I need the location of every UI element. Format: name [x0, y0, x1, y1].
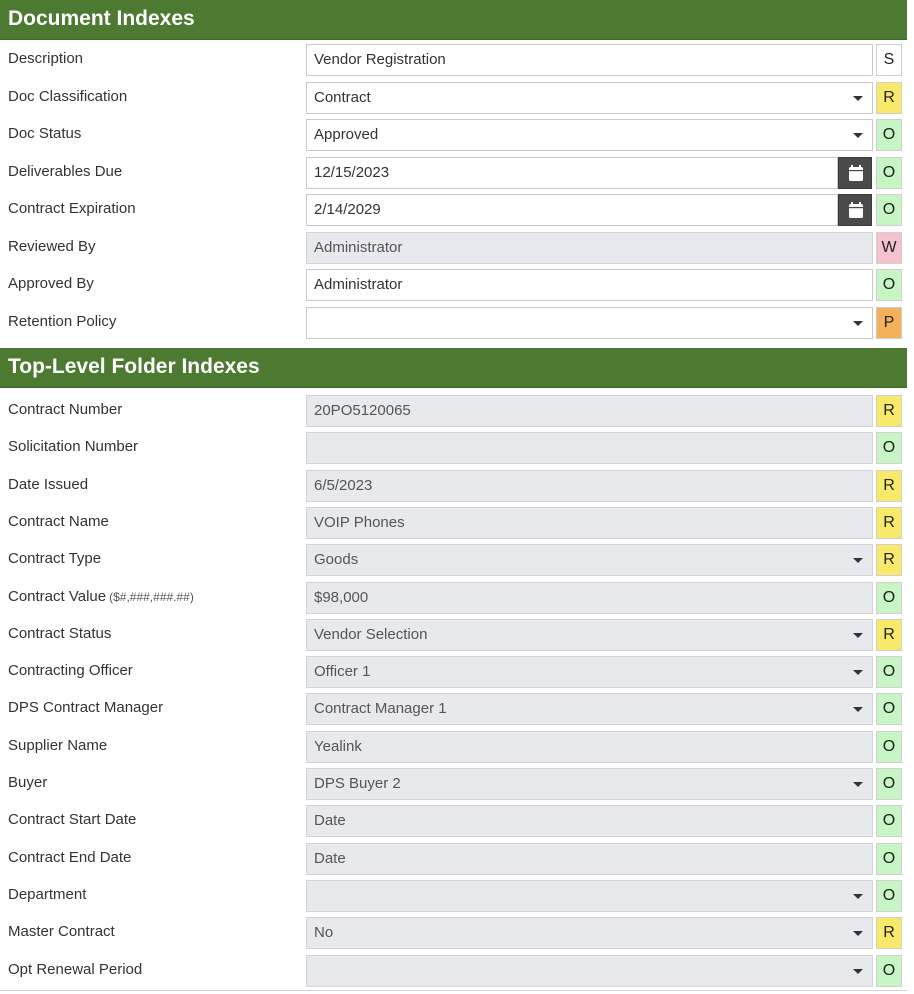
contract-name-input[interactable]: [306, 507, 873, 539]
description-status-badge: S: [876, 44, 902, 76]
master-contract-label: [8, 915, 115, 949]
document-indexes-header: Document Indexes: [0, 0, 907, 40]
description-value: Vendor Registration: [314, 51, 446, 68]
approved-by-label-text: Approved By: [8, 275, 94, 292]
calendar-icon: [848, 165, 864, 182]
bottom-divider: [0, 990, 907, 991]
approved-by-value: Administrator: [314, 276, 403, 293]
field-row-date-issued: [0, 468, 914, 502]
reviewed-by-label: [8, 230, 96, 264]
master-contract-value: No: [314, 924, 334, 942]
chevron-down-icon[interactable]: [853, 558, 863, 563]
field-row-contract-end-date: [0, 841, 914, 875]
description-input[interactable]: [306, 44, 873, 76]
field-row-department: [0, 878, 914, 912]
field-row-opt-renewal-period: [0, 953, 914, 987]
retention-policy-label: [8, 305, 116, 339]
field-row-contract-number: [0, 393, 914, 427]
contract-type-status-badge: R: [876, 544, 902, 576]
dps-contract-manager-status-badge: O: [876, 693, 902, 725]
field-row-description: [0, 42, 914, 76]
contract-start-date-label: [8, 803, 136, 837]
date-issued-label: [8, 468, 88, 502]
reviewed-by-status-badge: W: [876, 232, 902, 264]
chevron-down-icon[interactable]: [853, 894, 863, 899]
contract-type-select[interactable]: [306, 544, 873, 576]
field-row-contract-name: [0, 505, 914, 539]
field-row-dps-contract-manager: [0, 691, 914, 725]
contract-status-status-badge: R: [876, 619, 902, 651]
opt-renewal-period-label: [8, 953, 142, 987]
supplier-name-value: Yealink: [314, 737, 362, 755]
contract-end-date-label: [8, 841, 131, 875]
field-row-deliverables-due: [0, 155, 914, 189]
chevron-down-icon[interactable]: [853, 96, 863, 101]
doc-status-status-badge: O: [876, 119, 902, 151]
solicitation-number-label: [8, 430, 138, 464]
field-row-retention-policy: [0, 305, 914, 339]
field-row-approved-by: [0, 267, 914, 301]
opt-renewal-period-label-text: Opt Renewal Period: [8, 960, 143, 978]
chevron-down-icon[interactable]: [853, 321, 863, 326]
contract-start-date-label-text: Contract Start Date: [8, 811, 137, 829]
buyer-label: [8, 766, 47, 800]
contract-value-format-hint: ($#,###,###.##): [109, 589, 194, 604]
doc-status-label-text: Doc Status: [8, 125, 82, 142]
field-row-contract-start-date: [0, 803, 914, 837]
contract-end-date-status-badge: O: [876, 843, 902, 875]
deliverables-due-status-badge: O: [876, 157, 902, 189]
contract-end-date-value: Date: [314, 849, 346, 867]
field-row-doc-classification: [0, 80, 914, 114]
department-select[interactable]: [306, 880, 873, 912]
contract-type-label-text: Contract Type: [8, 550, 102, 568]
department-label: [8, 878, 86, 912]
field-row-supplier-name: [0, 729, 914, 763]
field-row-contracting-officer: [0, 654, 914, 688]
contract-type-label: [8, 542, 101, 576]
buyer-select[interactable]: [306, 768, 873, 800]
master-contract-label-text: Master Contract: [8, 923, 115, 941]
contract-type-value: Goods: [314, 551, 359, 569]
contract-expiration-calendar-button[interactable]: [838, 194, 872, 226]
approved-by-label: [8, 267, 94, 301]
contract-end-date-label-text: Contract End Date: [8, 848, 132, 866]
supplier-name-status-badge: O: [876, 731, 902, 763]
folder-indexes-header: Top-Level Folder Indexes: [0, 348, 907, 388]
contracting-officer-label: [8, 654, 133, 688]
doc-classification-select[interactable]: [306, 82, 873, 114]
field-row-contract-status: [0, 617, 914, 651]
contract-name-label: [8, 505, 109, 539]
field-row-buyer: [0, 766, 914, 800]
retention-policy-select[interactable]: [306, 307, 873, 339]
chevron-down-icon[interactable]: [853, 133, 863, 138]
contract-value-input[interactable]: [306, 582, 873, 614]
contract-number-value: 20PO5120065: [314, 402, 411, 419]
retention-policy-label-text: Retention Policy: [8, 312, 117, 330]
reviewed-by-value: Administrator: [314, 238, 403, 256]
calendar-icon: [848, 202, 864, 219]
dps-contract-manager-label-text: DPS Contract Manager: [8, 699, 164, 717]
chevron-down-icon[interactable]: [853, 670, 863, 675]
deliverables-due-input[interactable]: [306, 157, 838, 189]
deliverables-due-label-text: Deliverables Due: [8, 162, 123, 180]
contract-status-label: [8, 617, 111, 651]
contract-number-label: [8, 393, 122, 427]
contract-value-value: $98,000: [314, 588, 369, 606]
dps-contract-manager-value: Contract Manager 1: [314, 700, 447, 718]
chevron-down-icon[interactable]: [853, 969, 863, 974]
reviewed-by-label-text: Reviewed By: [8, 237, 96, 255]
field-row-contract-expiration: [0, 192, 914, 226]
contract-number-input[interactable]: [306, 395, 873, 427]
contract-start-date-input[interactable]: [306, 805, 873, 837]
date-issued-value: 6/5/2023: [314, 476, 373, 494]
opt-renewal-period-select[interactable]: [306, 955, 873, 987]
deliverables-due-label: [8, 155, 122, 189]
contract-value-label-text: Contract Value: [8, 587, 107, 605]
doc-classification-label: [8, 80, 127, 114]
contract-status-value: Vendor Selection: [314, 625, 428, 643]
approved-by-status-badge: O: [876, 269, 902, 301]
contract-number-status-badge: R: [876, 395, 902, 427]
contract-expiration-status-badge: O: [876, 194, 902, 226]
supplier-name-label-text: Supplier Name: [8, 736, 108, 754]
field-row-doc-status: [0, 117, 914, 151]
dps-contract-manager-select[interactable]: [306, 693, 873, 725]
contract-name-status-badge: R: [876, 507, 902, 539]
doc-classification-value: Contract: [314, 88, 371, 106]
department-status-badge: O: [876, 880, 902, 912]
contract-end-date-input[interactable]: [306, 843, 873, 875]
contracting-officer-status-badge: O: [876, 656, 902, 688]
doc-status-value: Approved: [314, 126, 379, 143]
date-issued-status-badge: R: [876, 470, 902, 502]
contract-value-label: [8, 580, 194, 614]
contract-start-date-value: Date: [314, 812, 346, 830]
doc-status-label: [8, 117, 81, 151]
doc-status-select[interactable]: [306, 119, 873, 151]
chevron-down-icon[interactable]: [853, 782, 863, 787]
doc-classification-status-badge: R: [876, 82, 902, 114]
chevron-down-icon[interactable]: [853, 931, 863, 936]
contract-value-status-badge: O: [876, 582, 902, 614]
contracting-officer-value: Officer 1: [314, 663, 371, 681]
date-issued-label-text: Date Issued: [8, 475, 89, 493]
reviewed-by-input[interactable]: [306, 232, 873, 264]
field-row-contract-type: [0, 542, 914, 576]
contracting-officer-select[interactable]: [306, 656, 873, 688]
deliverables-due-calendar-button[interactable]: [838, 157, 872, 189]
field-row-contract-value: [0, 580, 914, 614]
buyer-status-badge: O: [876, 768, 902, 800]
chevron-down-icon[interactable]: [853, 633, 863, 638]
opt-renewal-period-status-badge: O: [876, 955, 902, 987]
approved-by-input[interactable]: [306, 269, 873, 301]
contract-name-label-text: Contract Name: [8, 512, 109, 530]
description-label: [8, 42, 83, 76]
contract-start-date-status-badge: O: [876, 805, 902, 837]
chevron-down-icon[interactable]: [853, 707, 863, 712]
buyer-value: DPS Buyer 2: [314, 775, 401, 792]
dps-contract-manager-label: [8, 691, 163, 725]
supplier-name-input[interactable]: [306, 731, 873, 763]
contract-number-label-text: Contract Number: [8, 401, 123, 418]
field-row-master-contract: [0, 915, 914, 949]
description-label-text: Description: [8, 50, 84, 67]
contract-expiration-label: [8, 192, 136, 226]
solicitation-number-label-text: Solicitation Number: [8, 438, 139, 456]
solicitation-number-input[interactable]: [306, 432, 873, 464]
contract-expiration-label-text: Contract Expiration: [8, 200, 136, 217]
deliverables-due-value: 12/15/2023: [314, 163, 390, 181]
contract-status-label-text: Contract Status: [8, 624, 112, 642]
contracting-officer-label-text: Contracting Officer: [8, 662, 133, 680]
master-contract-status-badge: R: [876, 917, 902, 949]
field-row-reviewed-by: [0, 230, 914, 264]
contract-name-value: VOIP Phones: [314, 513, 405, 531]
contract-status-select[interactable]: [306, 619, 873, 651]
supplier-name-label: [8, 729, 107, 763]
contract-expiration-value: 2/14/2029: [314, 201, 381, 218]
retention-policy-status-badge: P: [876, 307, 902, 339]
doc-classification-label-text: Doc Classification: [8, 87, 128, 105]
contract-expiration-input[interactable]: [306, 194, 838, 226]
buyer-label-text: Buyer: [8, 774, 48, 791]
department-label-text: Department: [8, 885, 87, 903]
field-row-solicitation-number: [0, 430, 914, 464]
solicitation-number-status-badge: O: [876, 432, 902, 464]
date-issued-input[interactable]: [306, 470, 873, 502]
master-contract-select[interactable]: [306, 917, 873, 949]
